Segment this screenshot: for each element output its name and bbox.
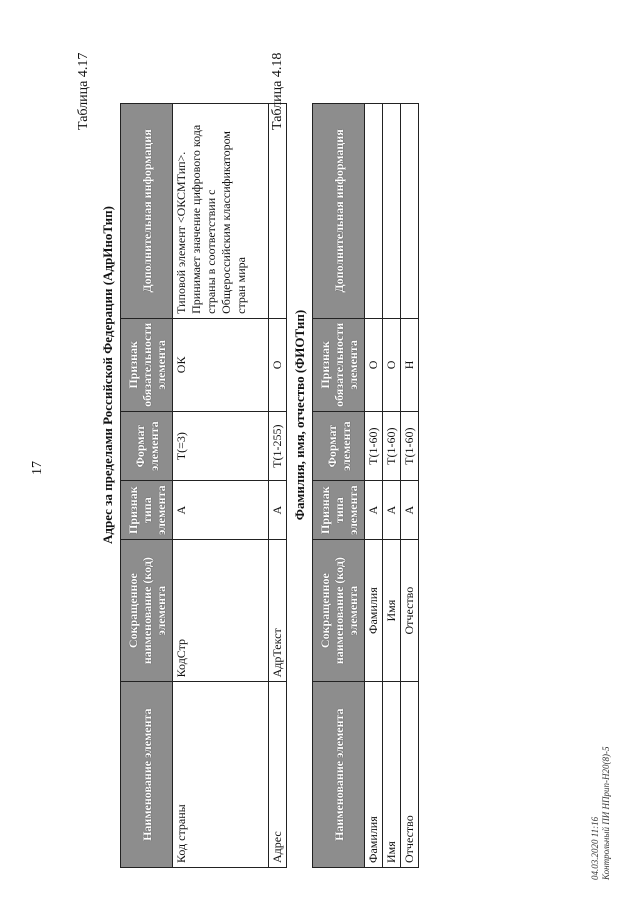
header-cell: Сокращенное наименование (код) элемента	[313, 539, 365, 681]
cell-element-type: А	[401, 481, 419, 539]
cell-additional-info	[269, 104, 287, 319]
cell-element-format: Т(=3)	[173, 411, 269, 481]
cell-element-name: Адрес	[269, 682, 287, 868]
cell-element-format: Т(1-60)	[383, 411, 401, 481]
cell-additional-info	[401, 104, 419, 319]
cell-element-code: Имя	[383, 539, 401, 681]
cell-element-code: АдрТекст	[269, 539, 287, 681]
cell-element-required: О	[365, 318, 383, 411]
footer-stamp-text: Контрольный ПИ НПрип-Н20(8)-5	[601, 746, 611, 880]
header-cell: Наименование элемента	[121, 682, 173, 868]
cell-element-required: Н	[401, 318, 419, 411]
cell-element-code: Отчество	[401, 539, 419, 681]
cell-element-name: Фамилия	[365, 682, 383, 868]
cell-element-type: А	[365, 481, 383, 539]
cell-element-format: Т(1-60)	[401, 411, 419, 481]
cell-element-type: А	[269, 481, 287, 539]
header-cell: Формат элемента	[313, 411, 365, 481]
header-cell: Признак типа элемента	[313, 481, 365, 539]
cell-element-name: Код страны	[173, 682, 269, 868]
header-cell: Наименование элемента	[313, 682, 365, 868]
header-cell: Формат элемента	[121, 411, 173, 481]
header-cell: Дополнительная информация	[313, 104, 365, 319]
cell-element-type: А	[173, 481, 269, 539]
table-row	[269, 104, 287, 868]
table-4-18-label: Таблица 4.18	[270, 52, 285, 130]
cell-element-required: О	[383, 318, 401, 411]
cell-element-code: КодСтр	[173, 539, 269, 681]
table-row	[401, 104, 419, 868]
header-cell: Признак типа элемента	[121, 481, 173, 539]
table-header-row	[121, 104, 173, 868]
cell-element-required: О	[269, 318, 287, 411]
cell-element-code: Фамилия	[365, 539, 383, 681]
table-header-row	[313, 104, 365, 868]
page-number: 17	[30, 461, 45, 475]
table-4-17-label: Таблица 4.17	[76, 52, 91, 130]
header-cell: Сокращенное наименование (код) элемента	[121, 539, 173, 681]
table-4-18	[312, 103, 419, 868]
table-4-17	[120, 103, 287, 868]
footer-stamp	[590, 747, 612, 880]
table-row	[365, 104, 383, 868]
header-cell: Дополнительная информация	[121, 104, 173, 319]
cell-element-name: Имя	[383, 682, 401, 868]
cell-element-type: А	[383, 481, 401, 539]
header-cell: Признак обязательности элемента	[313, 318, 365, 411]
cell-element-required: ОК	[173, 318, 269, 411]
cell-element-name: Отчество	[401, 682, 419, 868]
table-row	[173, 104, 269, 868]
cell-additional-info: Типовой элемент <ОКСМТип>. Принимает значение цифрового кода страны в соответствии с Общероссийским классификатором стран мира	[173, 104, 269, 319]
footer-stamp-date: 04.03.2020 11:16	[590, 816, 600, 880]
table-4-17-title: Адрес за пределами Российской Федерации (АдрИноТип)	[100, 206, 115, 544]
cell-element-format: Т(1-255)	[269, 411, 287, 481]
cell-element-format: Т(1-60)	[365, 411, 383, 481]
table-row	[383, 104, 401, 868]
cell-additional-info	[365, 104, 383, 319]
header-cell: Признак обязательности элемента	[121, 318, 173, 411]
cell-additional-info	[383, 104, 401, 319]
table-4-18-title: Фамилия, имя, отчество (ФИОТип)	[292, 309, 307, 521]
